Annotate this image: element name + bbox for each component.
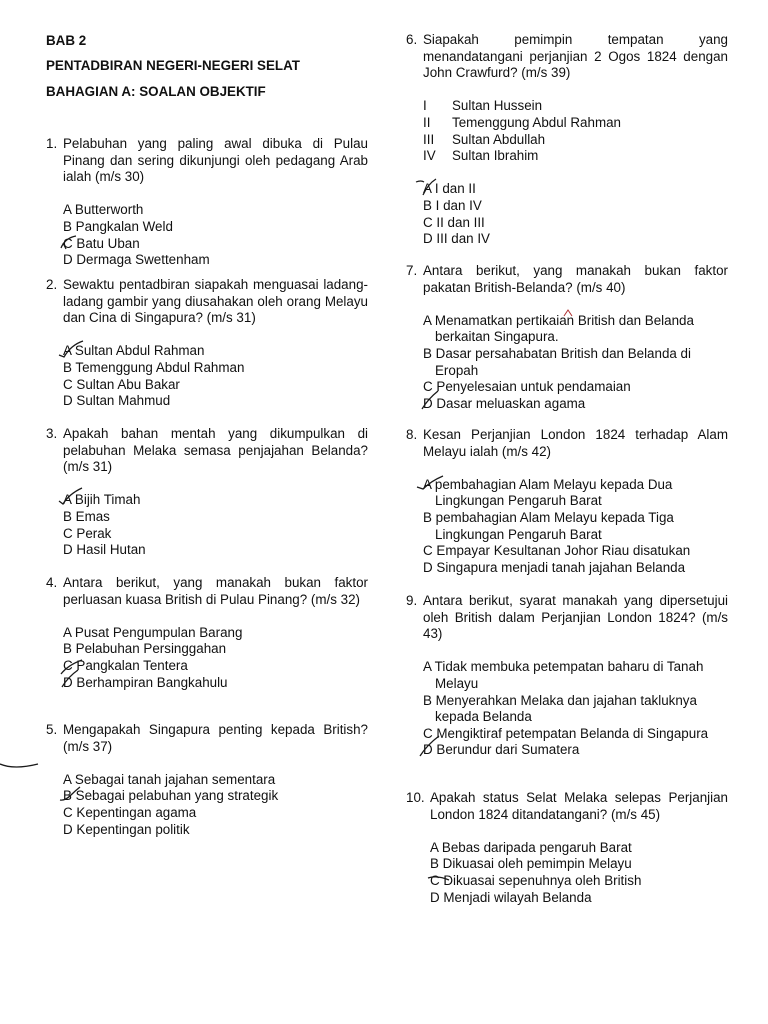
option-a[interactable] (423, 477, 728, 510)
option-c[interactable]: C Kepentingan agama (63, 804, 197, 820)
option-label: B Sebagai pelabuhan yang strategik (63, 788, 279, 804)
statement-item: II Temenggung Abdul Rahman (423, 114, 621, 130)
option-b[interactable] (63, 788, 368, 805)
option-a[interactable]: A Sebagai tanah jajahan sementara (63, 771, 276, 787)
option-c[interactable]: C Mengiktiraf petempatan Belanda di Singapura (423, 725, 709, 741)
option-a[interactable] (63, 492, 368, 509)
question-9 (406, 593, 728, 759)
option-list (406, 659, 728, 759)
option-d[interactable] (63, 675, 368, 692)
question-stem (46, 426, 368, 476)
question-number: 5. (46, 722, 58, 737)
option-a[interactable]: A Tidak membuka petempatan baharu di Tanah Melayu (423, 659, 704, 691)
option-list (46, 202, 368, 268)
option-a[interactable]: A Butterworth (63, 202, 144, 218)
option-label: C Dikuasai sepenuhnya oleh British (430, 872, 642, 888)
question-text: Antara berikut, yang manakah bukan faktor perluasan kuasa British di Pulau Pinang? (m/s 32) (63, 575, 368, 607)
question-2 (46, 277, 368, 410)
option-b[interactable]: B Emas (63, 508, 110, 524)
question-number: 1. (46, 136, 58, 151)
pen-stroke-mark (0, 756, 44, 778)
question-stem (46, 136, 368, 186)
question-4 (46, 575, 368, 691)
option-list (406, 313, 728, 413)
question-1 (46, 136, 368, 269)
option-b[interactable]: B Menyerahkan Melaka dan jajahan takluknya kepada Belanda (423, 692, 697, 725)
chapter-heading: BAB 2 (46, 33, 87, 48)
option-d[interactable] (423, 742, 728, 759)
question-number: 6. (406, 32, 418, 47)
option-label: A pembahagian Alam Melayu kepada Dua Lingkungan Pengaruh Barat (423, 476, 673, 509)
option-d[interactable]: D Kepentingan politik (63, 821, 190, 837)
question-stem (406, 32, 728, 82)
option-b[interactable]: B Temenggung Abdul Rahman (63, 359, 245, 375)
option-list (46, 772, 368, 838)
question-stem (46, 575, 368, 608)
option-d[interactable]: D Dermaga Swettenham (63, 252, 210, 268)
option-c[interactable]: C Sultan Abu Bakar (63, 376, 180, 392)
question-6 (406, 32, 728, 248)
question-stem (46, 277, 368, 327)
option-d[interactable] (423, 396, 728, 413)
question-number: 2. (46, 277, 58, 292)
question-8 (406, 427, 728, 576)
option-a[interactable] (63, 343, 368, 360)
statement-item: IV Sultan Ibrahim (423, 148, 539, 164)
option-label: C Batu Uban (63, 235, 140, 251)
option-d[interactable]: D Hasil Hutan (63, 542, 146, 558)
option-label: A Sultan Abdul Rahman (63, 343, 205, 359)
caret-mark (563, 309, 573, 317)
option-c[interactable] (63, 658, 368, 675)
question-5 (46, 722, 368, 838)
option-b[interactable]: B Dikuasai oleh pemimpin Melayu (430, 856, 632, 872)
question-number: 3. (46, 426, 58, 441)
option-c[interactable] (63, 236, 368, 253)
option-c[interactable]: C Empayar Kesultanan Johor Riau disatukan (423, 543, 691, 559)
option-b[interactable]: B I dan IV (423, 197, 482, 213)
option-b[interactable]: B Pelabuhan Persinggahan (63, 641, 227, 657)
option-a[interactable] (423, 181, 728, 198)
question-stem (406, 593, 728, 643)
option-list (406, 840, 728, 906)
option-list (406, 477, 728, 577)
question-number: 8. (406, 427, 418, 442)
question-text: Siapakah pemimpin tempatan yang menandatangani perjanjian 2 Ogos 1824 dengan John Crawfurd? (m/s 39) (423, 32, 728, 81)
question-stem (46, 722, 368, 755)
statement-item: III Sultan Abdullah (423, 131, 546, 147)
question-stem (406, 427, 728, 460)
option-list (406, 181, 728, 247)
question-number: 10. (406, 790, 425, 805)
question-text: Sewaktu pentadbiran siapakah menguasai ladang-ladang gambir yang diusahakan oleh orang Melayu dan Cina di Singapura? (m/s 31) (63, 277, 368, 326)
question-text: Pelabuhan yang paling awal dibuka di Pulau Pinang dan sering dikunjungi oleh pedagang Arab ialah (m/s 30) (63, 136, 368, 185)
question-3 (46, 426, 368, 559)
option-c[interactable]: C Penyelesaian untuk pendamaian (423, 379, 631, 395)
question-text: Antara berikut, yang manakah bukan faktor pakatan British-Belanda? (m/s 40) (423, 263, 728, 295)
question-number: 4. (46, 575, 58, 590)
question-text: Apakah bahan mentah yang dikumpulkan di pelabuhan Melaka semasa penjajahan Belanda? (m/s 31) (63, 426, 368, 475)
option-list (46, 343, 368, 409)
option-d[interactable]: D III dan IV (423, 231, 490, 247)
option-b[interactable]: B Dasar persahabatan British dan Belanda di Eropah (423, 345, 691, 378)
option-d[interactable]: D Sultan Mahmud (63, 393, 171, 409)
option-d[interactable]: D Singapura menjadi tanah jajahan Belanda (423, 559, 686, 575)
option-b[interactable]: B pembahagian Alam Melayu kepada Tiga Lingkungan Pengaruh Barat (423, 509, 674, 542)
option-list (46, 492, 368, 558)
question-text: Kesan Perjanjian London 1824 terhadap Alam Melayu ialah (m/s 42) (423, 427, 728, 459)
option-a[interactable]: A Pusat Pengumpulan Barang (63, 624, 243, 640)
option-c[interactable]: C Perak (63, 525, 112, 541)
option-label: A I dan II (423, 181, 476, 197)
question-stem (406, 263, 728, 296)
option-label: D Berhampiran Bangkahulu (63, 674, 228, 690)
option-list (46, 625, 368, 691)
title-heading: PENTADBIRAN NEGERI-NEGERI SELAT (46, 58, 300, 73)
question-10 (406, 790, 728, 906)
option-a[interactable] (423, 313, 728, 346)
statement-item: I Sultan Hussein (423, 98, 543, 114)
section-heading: BAHAGIAN A: SOALAN OBJEKTIF (46, 84, 266, 99)
option-c[interactable]: C II dan III (423, 214, 485, 230)
option-b[interactable]: B Pangkalan Weld (63, 218, 173, 234)
question-7 (406, 263, 728, 412)
question-number: 9. (406, 593, 418, 608)
option-label: A Menamatkan pertikaian British dan Belanda berkaitan Singapura. (423, 312, 694, 345)
option-label: A Bijih Timah (63, 492, 141, 508)
option-a[interactable]: A Bebas daripada pengaruh Barat (430, 839, 632, 855)
question-number: 7. (406, 263, 418, 278)
option-label: D Berundur dari Sumatera (423, 742, 580, 758)
question-text: Mengapakah Singapura penting kepada British? (m/s 37) (63, 722, 368, 754)
option-label: D Dasar meluaskan agama (423, 395, 586, 411)
question-text: Antara berikut, syarat manakah yang dipersetujui oleh British dalam Perjanjian London 1824? (m/s 43) (423, 593, 728, 642)
option-c[interactable] (430, 873, 728, 890)
question-stem (406, 790, 728, 823)
option-label: C Pangkalan Tentera (63, 657, 188, 673)
statement-list (406, 98, 728, 164)
question-text: Apakah status Selat Melaka selepas Perjanjian London 1824 ditandatangani? (m/s 45) (430, 790, 728, 822)
option-d[interactable]: D Menjadi wilayah Belanda (430, 889, 592, 905)
